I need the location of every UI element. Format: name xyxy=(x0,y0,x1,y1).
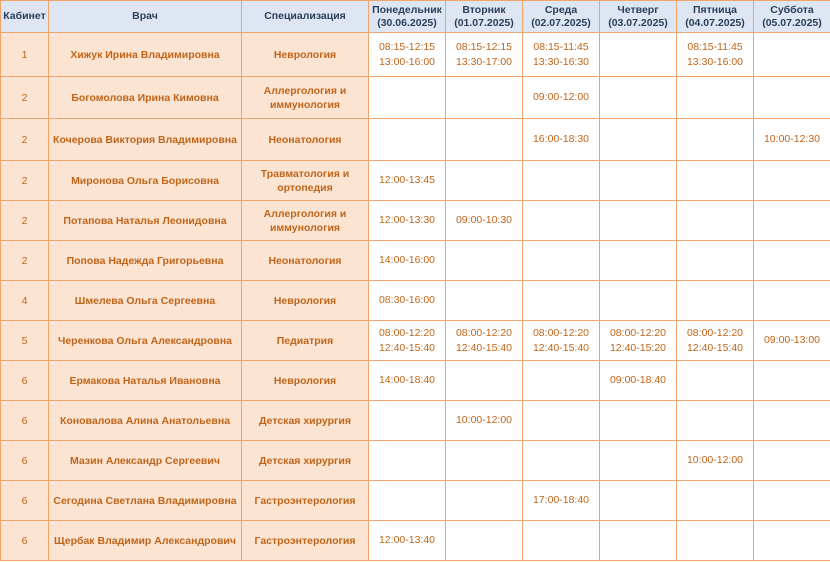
schedule-slot-cell xyxy=(369,441,446,481)
header-tuesday xyxy=(446,1,523,33)
schedule-slot-cell xyxy=(369,481,446,521)
schedule-slot-cell xyxy=(446,481,523,521)
schedule-slot-cell xyxy=(677,441,754,481)
header-label: Суббота xyxy=(770,3,814,16)
schedule-slot-cell xyxy=(523,241,600,281)
cabinet-cell: 2 xyxy=(1,119,49,161)
header-row xyxy=(1,1,830,33)
schedule-slot-cell xyxy=(600,77,677,119)
table-row xyxy=(1,119,830,161)
schedule-slot-cell xyxy=(446,401,523,441)
table-row xyxy=(1,241,830,281)
time-range: 12:40-15:40 xyxy=(686,341,744,354)
specialization-cell xyxy=(242,33,369,77)
table-row xyxy=(1,521,830,561)
schedule-slot-cell xyxy=(523,361,600,401)
schedule-slot-cell xyxy=(369,201,446,241)
time-range: 09:00-12:00 xyxy=(532,91,590,103)
time-range: 08:00-12:20 xyxy=(532,326,590,339)
time-range: 08:00-12:20 xyxy=(609,326,667,339)
schedule-slot-cell xyxy=(446,119,523,161)
table-row xyxy=(1,481,830,521)
specialization-cell xyxy=(242,201,369,241)
time-range: 08:30-16:00 xyxy=(378,294,436,306)
header-cabinet xyxy=(1,1,49,33)
schedule-slot-cell xyxy=(677,77,754,119)
table-row xyxy=(1,77,830,119)
schedule-slot-cell xyxy=(754,361,830,401)
time-range: 08:15-12:15 xyxy=(455,40,513,53)
schedule-slot-cell xyxy=(754,33,830,77)
time-range: 12:00-13:40 xyxy=(378,534,436,546)
specialization-cell xyxy=(242,161,369,201)
header-specialization xyxy=(242,1,369,33)
schedule-slot-cell xyxy=(677,401,754,441)
header-date: (03.07.2025) xyxy=(608,16,668,29)
cabinet-cell: 6 xyxy=(1,481,49,521)
schedule-slot-cell xyxy=(677,521,754,561)
doctor-cell: Богомолова Ирина Кимовна xyxy=(49,77,242,119)
time-range: 09:00-18:40 xyxy=(609,374,667,386)
doctor-cell: Черенкова Ольга Александровна xyxy=(49,321,242,361)
specialization-cell xyxy=(242,441,369,481)
time-range: 08:15-11:45 xyxy=(533,40,589,53)
header-label: Специализация xyxy=(264,10,346,22)
doctor-cell: Потапова Наталья Леонидовна xyxy=(49,201,242,241)
specialization-line: Детская хирургия xyxy=(259,414,351,427)
schedule-slot-cell xyxy=(446,161,523,201)
specialization-line: иммунология xyxy=(269,221,341,234)
cabinet-cell: 2 xyxy=(1,77,49,119)
header-doctor xyxy=(49,1,242,33)
time-range: 13:30-17:00 xyxy=(455,55,513,68)
doctor-cell: Сегодина Светлана Владимировна xyxy=(49,481,242,521)
table-row xyxy=(1,281,830,321)
schedule-slot-cell xyxy=(523,441,600,481)
doctor-cell: Мазин Александр Сергеевич xyxy=(49,441,242,481)
schedule-slot-cell xyxy=(677,119,754,161)
schedule-slot-cell xyxy=(754,77,830,119)
specialization-cell xyxy=(242,481,369,521)
time-range: 12:40-15:40 xyxy=(455,341,513,354)
schedule-slot-cell xyxy=(523,201,600,241)
doctor-cell: Хижук Ирина Владимировна xyxy=(49,33,242,77)
schedule-slot-cell xyxy=(369,119,446,161)
schedule-slot-cell xyxy=(754,241,830,281)
time-range: 16:00-18:30 xyxy=(532,133,590,145)
schedule-slot-cell xyxy=(600,281,677,321)
specialization-cell xyxy=(242,401,369,441)
schedule-slot-cell xyxy=(677,281,754,321)
time-range: 08:15-12:15 xyxy=(378,40,436,53)
specialization-cell xyxy=(242,281,369,321)
specialization-cell xyxy=(242,77,369,119)
schedule-slot-cell xyxy=(446,201,523,241)
specialization-line: Неонатология xyxy=(268,254,342,267)
specialization-cell xyxy=(242,521,369,561)
schedule-slot-cell xyxy=(677,241,754,281)
schedule-slot-cell xyxy=(369,321,446,361)
table-row xyxy=(1,441,830,481)
schedule-slot-cell xyxy=(677,33,754,77)
header-thursday xyxy=(600,1,677,33)
schedule-slot-cell xyxy=(677,161,754,201)
cabinet-cell: 6 xyxy=(1,521,49,561)
schedule-slot-cell xyxy=(754,281,830,321)
schedule-slot-cell xyxy=(600,33,677,77)
schedule-slot-cell xyxy=(677,481,754,521)
time-range: 14:00-16:00 xyxy=(378,254,436,266)
header-label: Среда xyxy=(544,3,578,16)
doctor-cell: Ермакова Наталья Ивановна xyxy=(49,361,242,401)
schedule-slot-cell xyxy=(600,321,677,361)
time-range: 10:00-12:00 xyxy=(686,454,744,466)
doctor-cell: Кочерова Виктория Владимировна xyxy=(49,119,242,161)
schedule-slot-cell xyxy=(446,281,523,321)
schedule-slot-cell xyxy=(754,161,830,201)
specialization-line: Аллергология и xyxy=(263,84,347,97)
cabinet-cell: 6 xyxy=(1,401,49,441)
header-saturday xyxy=(754,1,830,33)
schedule-slot-cell xyxy=(523,321,600,361)
schedule-slot-cell xyxy=(369,361,446,401)
schedule-slot-cell xyxy=(446,241,523,281)
schedule-slot-cell xyxy=(600,441,677,481)
cabinet-cell: 6 xyxy=(1,361,49,401)
schedule-slot-cell xyxy=(523,33,600,77)
header-date: (30.06.2025) xyxy=(377,16,437,29)
schedule-slot-cell xyxy=(523,401,600,441)
schedule-slot-cell xyxy=(600,161,677,201)
schedule-slot-cell xyxy=(369,161,446,201)
time-range: 08:15-11:45 xyxy=(687,40,743,53)
specialization-line: ортопедия xyxy=(277,181,333,194)
schedule-slot-cell xyxy=(446,33,523,77)
time-range: 12:00-13:45 xyxy=(378,174,436,186)
schedule-slot-cell xyxy=(523,521,600,561)
schedule-slot-cell xyxy=(754,321,830,361)
cabinet-cell: 1 xyxy=(1,33,49,77)
schedule-slot-cell xyxy=(600,521,677,561)
schedule-slot-cell xyxy=(677,321,754,361)
header-label: Понедельник xyxy=(372,3,442,16)
table-row xyxy=(1,161,830,201)
time-range: 13:30-16:00 xyxy=(686,55,744,68)
time-range: 12:40-15:40 xyxy=(532,341,590,354)
time-range: 13:00-16:00 xyxy=(378,55,436,68)
time-range: 12:40-15:20 xyxy=(609,341,667,354)
time-range: 12:40-15:40 xyxy=(378,341,436,354)
schedule-slot-cell xyxy=(369,33,446,77)
doctor-cell: Щербак Владимир Александрович xyxy=(49,521,242,561)
schedule-slot-cell xyxy=(754,521,830,561)
time-range: 10:00-12:30 xyxy=(763,133,821,145)
table-body xyxy=(1,33,830,561)
specialization-line: Гастроэнтерология xyxy=(254,534,356,547)
cabinet-cell: 2 xyxy=(1,161,49,201)
time-range: 08:00-12:20 xyxy=(686,326,744,339)
schedule-slot-cell xyxy=(600,241,677,281)
specialization-line: Гастроэнтерология xyxy=(254,494,356,507)
cabinet-cell: 2 xyxy=(1,201,49,241)
header-date: (05.07.2025) xyxy=(762,16,822,29)
schedule-slot-cell xyxy=(754,201,830,241)
specialization-line: Травматология и xyxy=(260,167,350,180)
schedule-slot-cell xyxy=(600,481,677,521)
cabinet-cell: 5 xyxy=(1,321,49,361)
schedule-slot-cell xyxy=(446,321,523,361)
schedule-slot-cell xyxy=(369,77,446,119)
schedule-slot-cell xyxy=(600,119,677,161)
schedule-slot-cell xyxy=(369,281,446,321)
specialization-line: Неврология xyxy=(273,48,337,61)
specialization-cell xyxy=(242,361,369,401)
schedule-slot-cell xyxy=(523,119,600,161)
header-wednesday xyxy=(523,1,600,33)
specialization-cell xyxy=(242,119,369,161)
time-range: 08:00-12:20 xyxy=(378,326,436,339)
header-date: (04.07.2025) xyxy=(685,16,745,29)
header-label: Вторник xyxy=(462,3,506,16)
schedule-slot-cell xyxy=(523,77,600,119)
schedule-slot-cell xyxy=(369,401,446,441)
schedule-slot-cell xyxy=(446,77,523,119)
schedule-slot-cell xyxy=(369,521,446,561)
doctor-cell: Миронова Ольга Борисовна xyxy=(49,161,242,201)
specialization-line: Неонатология xyxy=(268,133,342,146)
header-date: (02.07.2025) xyxy=(531,16,591,29)
header-label: Пятница xyxy=(692,3,738,16)
schedule-slot-cell xyxy=(754,119,830,161)
doctor-cell: Шмелева Ольга Сергеевна xyxy=(49,281,242,321)
schedule-slot-cell xyxy=(754,441,830,481)
doctor-cell: Попова Надежда Григорьевна xyxy=(49,241,242,281)
schedule-slot-cell xyxy=(600,201,677,241)
schedule-slot-cell xyxy=(523,281,600,321)
schedule-slot-cell xyxy=(600,361,677,401)
schedule-slot-cell xyxy=(600,401,677,441)
specialization-line: Неврология xyxy=(273,374,337,387)
schedule-slot-cell xyxy=(446,361,523,401)
table-row xyxy=(1,33,830,77)
specialization-line: иммунология xyxy=(269,98,341,111)
specialization-line: Детская хирургия xyxy=(259,454,351,467)
doctor-cell: Коновалова Алина Анатольевна xyxy=(49,401,242,441)
cabinet-cell: 6 xyxy=(1,441,49,481)
schedule-slot-cell xyxy=(754,481,830,521)
schedule-slot-cell xyxy=(523,161,600,201)
table-row xyxy=(1,321,830,361)
header-label: Врач xyxy=(132,10,158,22)
time-range: 13:30-16:30 xyxy=(532,55,590,68)
time-range: 08:00-12:20 xyxy=(455,326,513,339)
specialization-cell xyxy=(242,321,369,361)
header-label: Кабинет xyxy=(3,10,46,22)
schedule-slot-cell xyxy=(446,521,523,561)
schedule-slot-cell xyxy=(677,361,754,401)
time-range: 17:00-18:40 xyxy=(532,494,590,506)
schedule-slot-cell xyxy=(754,401,830,441)
time-range: 14:00-18:40 xyxy=(378,374,436,386)
cabinet-cell: 2 xyxy=(1,241,49,281)
schedule-slot-cell xyxy=(523,481,600,521)
time-range: 10:00-12:00 xyxy=(455,414,513,426)
schedule-slot-cell xyxy=(677,201,754,241)
specialization-cell xyxy=(242,241,369,281)
time-range: 09:00-10:30 xyxy=(455,214,513,226)
header-date: (01.07.2025) xyxy=(454,16,514,29)
schedule-slot-cell xyxy=(446,441,523,481)
time-range: 09:00-13:00 xyxy=(763,334,821,346)
cabinet-cell: 4 xyxy=(1,281,49,321)
header-friday xyxy=(677,1,754,33)
table-row xyxy=(1,361,830,401)
header-monday xyxy=(369,1,446,33)
header-label: Четверг xyxy=(617,3,659,16)
table-row xyxy=(1,401,830,441)
specialization-line: Аллергология и xyxy=(263,207,347,220)
specialization-line: Неврология xyxy=(273,294,337,307)
time-range: 12:00-13:30 xyxy=(378,214,436,226)
specialization-line: Педиатрия xyxy=(276,334,334,347)
table-row xyxy=(1,201,830,241)
schedule-slot-cell xyxy=(369,241,446,281)
